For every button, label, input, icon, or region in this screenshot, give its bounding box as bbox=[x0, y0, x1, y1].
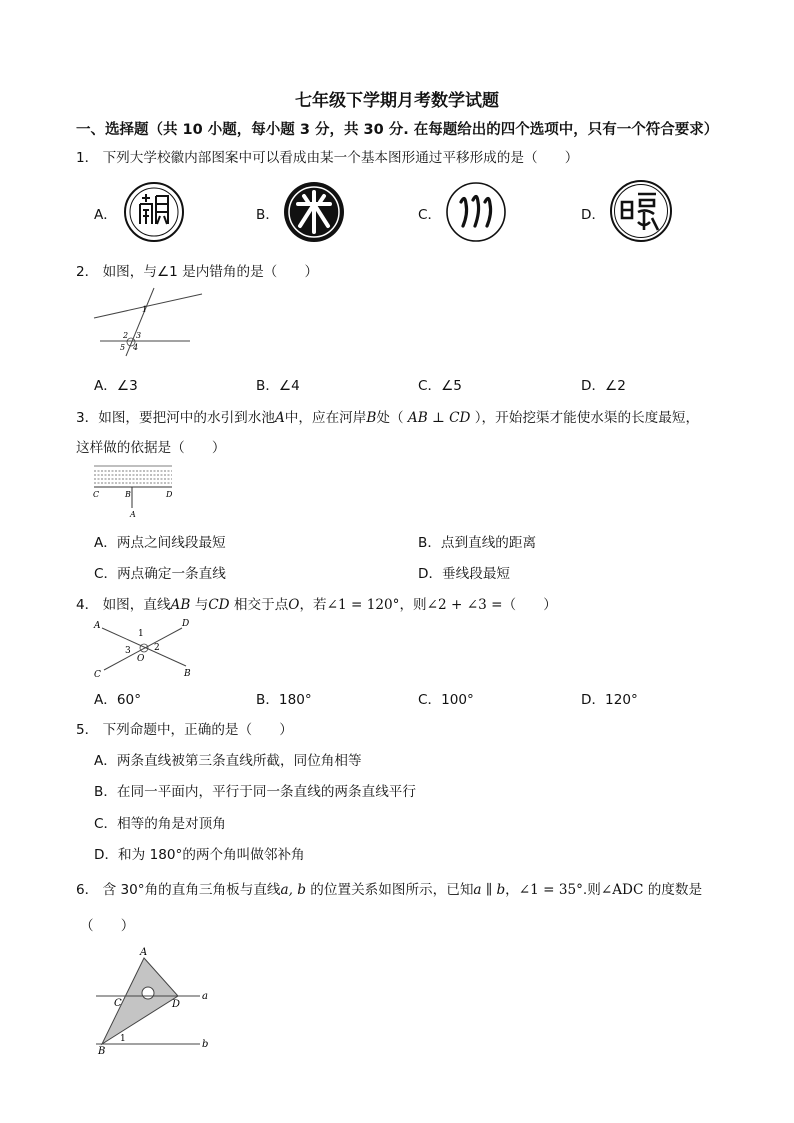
q6-fig-label-1: 1 bbox=[120, 1034, 126, 1044]
q4-figure bbox=[90, 618, 200, 680]
q4-stem-part5: ，则 bbox=[399, 597, 427, 613]
q4-stem-part6: （ ） bbox=[502, 597, 557, 613]
q5-option-d: D．和为 180°的两个角叫做邻补角 bbox=[94, 847, 305, 863]
q1-option-b-label: B． bbox=[256, 207, 279, 223]
q6-angle1: ∠1 = 35° bbox=[518, 882, 583, 898]
q3-stem-part4: ），开始挖渠才能使水渠的长度最短， bbox=[474, 410, 700, 426]
q4-fig-label-1: 1 bbox=[138, 629, 144, 639]
q2-figure bbox=[90, 286, 210, 358]
q2-fig-label-3: 3 bbox=[136, 331, 142, 340]
q4-given: ∠1 = 120° bbox=[326, 597, 400, 613]
q3-fig-label-d: D bbox=[166, 490, 173, 499]
page-title: 七年级下学期月考数学试题 bbox=[295, 91, 499, 111]
q2-option-c: C．∠5 bbox=[418, 378, 462, 394]
q4-stem-part4: ，若 bbox=[299, 597, 327, 613]
q4-fig-label-3: 3 bbox=[125, 646, 131, 656]
q4-fig-label-2: 2 bbox=[154, 643, 160, 653]
q2-fig-label-4: 4 bbox=[133, 343, 139, 352]
q6-fig-label-d: D bbox=[172, 999, 181, 1010]
q6-stem-part1: 6． 含 30°角的直角三角板与直线 bbox=[76, 882, 281, 898]
q4-fig-label-b: B bbox=[184, 669, 191, 679]
q3-fig-label-c: C bbox=[93, 490, 100, 499]
q4-stem-part1: 4． 如图，直线 bbox=[76, 597, 171, 613]
q6-lines: a, b bbox=[280, 882, 306, 898]
q3-option-c: C．两点确定一条直线 bbox=[94, 566, 226, 582]
q6-fig-label-line-b: b bbox=[202, 1039, 209, 1050]
q6-stem-line2: （ ） bbox=[80, 918, 135, 934]
q4-point-o: O bbox=[288, 597, 300, 613]
q3-point-b: B bbox=[366, 410, 377, 426]
q1-option-d-label: D． bbox=[581, 207, 606, 223]
q3-stem-line2: 这样做的依据是（ ） bbox=[76, 440, 226, 456]
q3-stem-part2: 中，应在河岸 bbox=[284, 410, 367, 426]
q1-option-c-label: C． bbox=[418, 207, 442, 223]
q5-option-b: B．在同一平面内，平行于同一条直线的两条直线平行 bbox=[94, 784, 416, 800]
section-heading: 一、选择题（共 10 小题，每小题 3 分，共 30 分. 在每题给出的四个选项中，只有一个符合要求） bbox=[76, 122, 719, 138]
q1-option-a-label: A． bbox=[94, 207, 117, 223]
q3-stem-part3: 处（ bbox=[376, 410, 404, 426]
q2-fig-label-1: 1 bbox=[142, 305, 148, 314]
q4-fig-label-o: O bbox=[137, 654, 145, 664]
q3-option-d: D．垂线段最短 bbox=[418, 566, 511, 582]
shaped-river-emblem-icon bbox=[444, 180, 508, 244]
q4-fig-label-d: D bbox=[182, 619, 190, 629]
q6-fig-label-a: A bbox=[140, 947, 148, 958]
q4-fig-label-c: C bbox=[94, 670, 101, 680]
q2-fig-label-5: 5 bbox=[120, 343, 126, 352]
nankai-emblem-icon bbox=[122, 180, 186, 244]
q2-option-b: B．∠4 bbox=[256, 378, 300, 394]
q5-option-c: C．相等的角是对顶角 bbox=[94, 816, 226, 832]
q1-stem: 1． 下列大学校徽内部图案中可以看成由某一个基本图形通过平移形成的是（ ） bbox=[76, 150, 579, 166]
q4-option-a: A．60° bbox=[94, 692, 141, 708]
q3-stem bbox=[76, 406, 699, 426]
q3-figure bbox=[90, 462, 180, 520]
seal-script-emblem-icon bbox=[608, 178, 674, 244]
q3-stem-part1: 3．如图，要把河中的水引到水池 bbox=[76, 410, 275, 426]
q3-fig-label-a: A bbox=[130, 510, 136, 519]
q6-stem-part3: ， bbox=[505, 882, 519, 898]
q4-option-c: C．100° bbox=[418, 692, 474, 708]
q6-fig-label-line-a: a bbox=[202, 991, 208, 1002]
q5-stem: 5． 下列命题中，正确的是（ ） bbox=[76, 722, 293, 738]
pku-emblem-icon bbox=[282, 180, 346, 244]
q4-fig-label-a: A bbox=[94, 621, 101, 631]
q3-fig-label-b: B bbox=[125, 490, 131, 499]
q4-line-cd: CD bbox=[208, 597, 230, 613]
q3-condition: AB ⊥ CD bbox=[407, 410, 471, 426]
q6-fig-label-b: B bbox=[98, 1046, 106, 1057]
q6-parallel: a ∥ b bbox=[473, 882, 506, 898]
q2-stem: 2． 如图，与∠1 是内错角的是（ ） bbox=[76, 264, 319, 280]
q2-option-d: D．∠2 bbox=[581, 378, 626, 394]
q6-stem-part4: .则 bbox=[582, 882, 601, 898]
q4-ask: ∠2 + ∠3 = bbox=[426, 597, 503, 613]
q6-stem-part2: 的位置关系如图所示，已知 bbox=[310, 882, 474, 898]
q4-stem-part2: 与 bbox=[194, 597, 209, 613]
q6-fig-label-c: C bbox=[114, 998, 122, 1009]
q6-stem-part5: 的度数是 bbox=[647, 882, 703, 898]
q4-stem-part3: 相交于点 bbox=[233, 597, 289, 613]
q5-option-a: A．两条直线被第三条直线所截，同位角相等 bbox=[94, 753, 362, 769]
q3-option-a: A．两点之间线段最短 bbox=[94, 535, 226, 551]
q6-figure bbox=[88, 940, 220, 1058]
q6-ask: ∠ADC bbox=[600, 882, 644, 898]
q3-option-b: B．点到直线的距离 bbox=[418, 535, 537, 551]
q4-line-ab: AB bbox=[170, 597, 191, 613]
q3-point-a: A bbox=[274, 410, 285, 426]
q2-fig-label-2: 2 bbox=[123, 331, 129, 340]
q4-option-d: D．120° bbox=[581, 692, 638, 708]
q2-option-a: A．∠3 bbox=[94, 378, 138, 394]
q4-stem bbox=[76, 593, 557, 613]
q6-stem bbox=[76, 878, 702, 898]
q4-option-b: B．180° bbox=[256, 692, 312, 708]
